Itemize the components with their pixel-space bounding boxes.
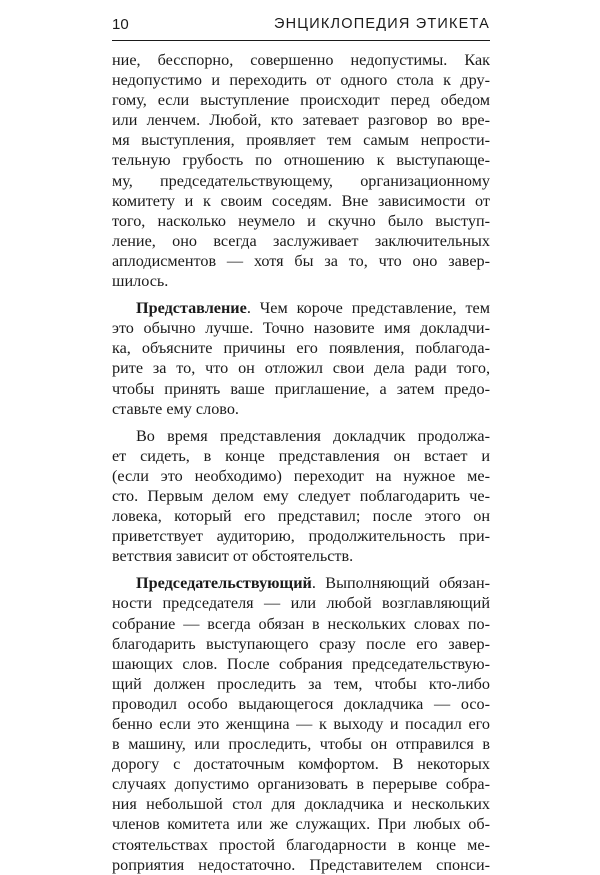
text-line: ности председателя — или любой возглавляющий (112, 594, 490, 613)
text-line: проводил особо выдающегося докладчика — осо- (112, 694, 490, 713)
text-line: аплодисментов — хотя бы за то, что оно завер- (112, 251, 490, 270)
text-line: стоятельствах простой благодарности в конце ме- (112, 835, 490, 854)
paragraph-gap (112, 566, 490, 573)
text-line: чтобы принять ваше приглашение, а затем предо- (112, 379, 490, 398)
text-line: ние, бесспорно, совершенно недопустимы. Как (112, 51, 490, 69)
text-line: бенно если это женщина — к выходу и посадил его (112, 715, 490, 733)
body-text (112, 50, 490, 875)
text-line: недопустимо и переходить от одного стола к дру- (112, 71, 490, 90)
text-line: ет сидеть, в конце представления он встает и (112, 446, 490, 465)
text-line: в машину, или проследить, чтобы он отправился в (112, 735, 490, 754)
heading-line-text: . Выполняющий обязан- (311, 574, 490, 593)
text-line: ния небольшой стол для докладчика и нескольких (112, 795, 490, 814)
text-line: шающих слов. После собрания председательствую- (112, 654, 490, 673)
paragraph-gap (112, 419, 490, 426)
text-line: членов комитета или же служащих. При любых об- (112, 815, 490, 834)
text-line: ление, оно всегда заслуживает заключительных (112, 231, 490, 250)
text-line: или ленчем. Любой, кто затевает разговор во вре- (112, 111, 490, 130)
text-line: это обычно лучше. Точно назовите имя докладчи- (112, 319, 490, 338)
text-line: собрание — всегда обязан в нескольких словах по- (112, 614, 490, 633)
paragraph-gap (112, 291, 490, 298)
run-in-heading: Председательствующий (136, 574, 312, 593)
heading-line-text: . Чем короче представление, тем (246, 299, 490, 318)
text-line: сто. Первым делом ему следует поблагодарить че- (112, 486, 490, 505)
text-line: комитету и к своим соседям. Вне зависимости от (112, 191, 490, 210)
paragraph-first-line (112, 573, 490, 593)
text-line: случаях допустимо организовать в перерыве собра- (112, 775, 490, 794)
text-line: шилось. (112, 272, 169, 291)
text-line: ставьте ему слово. (112, 399, 239, 418)
book-title: ЭНЦИКЛОПЕДИЯ ЭТИКЕТА (274, 16, 490, 32)
text-line: ловека, который его представил; после этого он (112, 507, 490, 526)
run-in-heading: Представление (136, 299, 247, 318)
text-line: тельную грубость по отношению к выступающе- (112, 151, 490, 170)
text-line: Во время представления докладчик продолжа- (136, 426, 490, 445)
page-number: 10 (112, 16, 129, 33)
text-line: того, насколько неумело и скучно было выступ- (112, 211, 490, 230)
text-line: му, председательствующему, организационному (112, 171, 490, 190)
text-line: мя выступления, проявляет тем самым непрости- (112, 131, 490, 150)
text-line: роприятия недостаточно. Представителем спонси- (112, 855, 490, 874)
text-line: дорогу с достаточным комфортом. В некоторых (112, 755, 490, 774)
text-line: щий должен проследить за тем, чтобы кто-либо (112, 674, 490, 693)
text-line: приветствует аудиторию, продолжительность при- (112, 527, 490, 546)
paragraph-first-line (112, 298, 490, 318)
text-line: (если это необходимо) переходит на нужное ме- (112, 466, 490, 485)
text-line: ветствия зависит от обстоятельств. (112, 547, 354, 566)
text-line: рите за то, что он отложил свои дела ради того, (112, 359, 490, 378)
text-line: благодарить выступающего сразу после его завер- (112, 634, 490, 653)
running-header (112, 14, 490, 41)
text-line: ка, объясните причины его появления, поблагода- (112, 339, 490, 358)
text-line: гому, если выступление происходит перед обедом (112, 91, 490, 110)
